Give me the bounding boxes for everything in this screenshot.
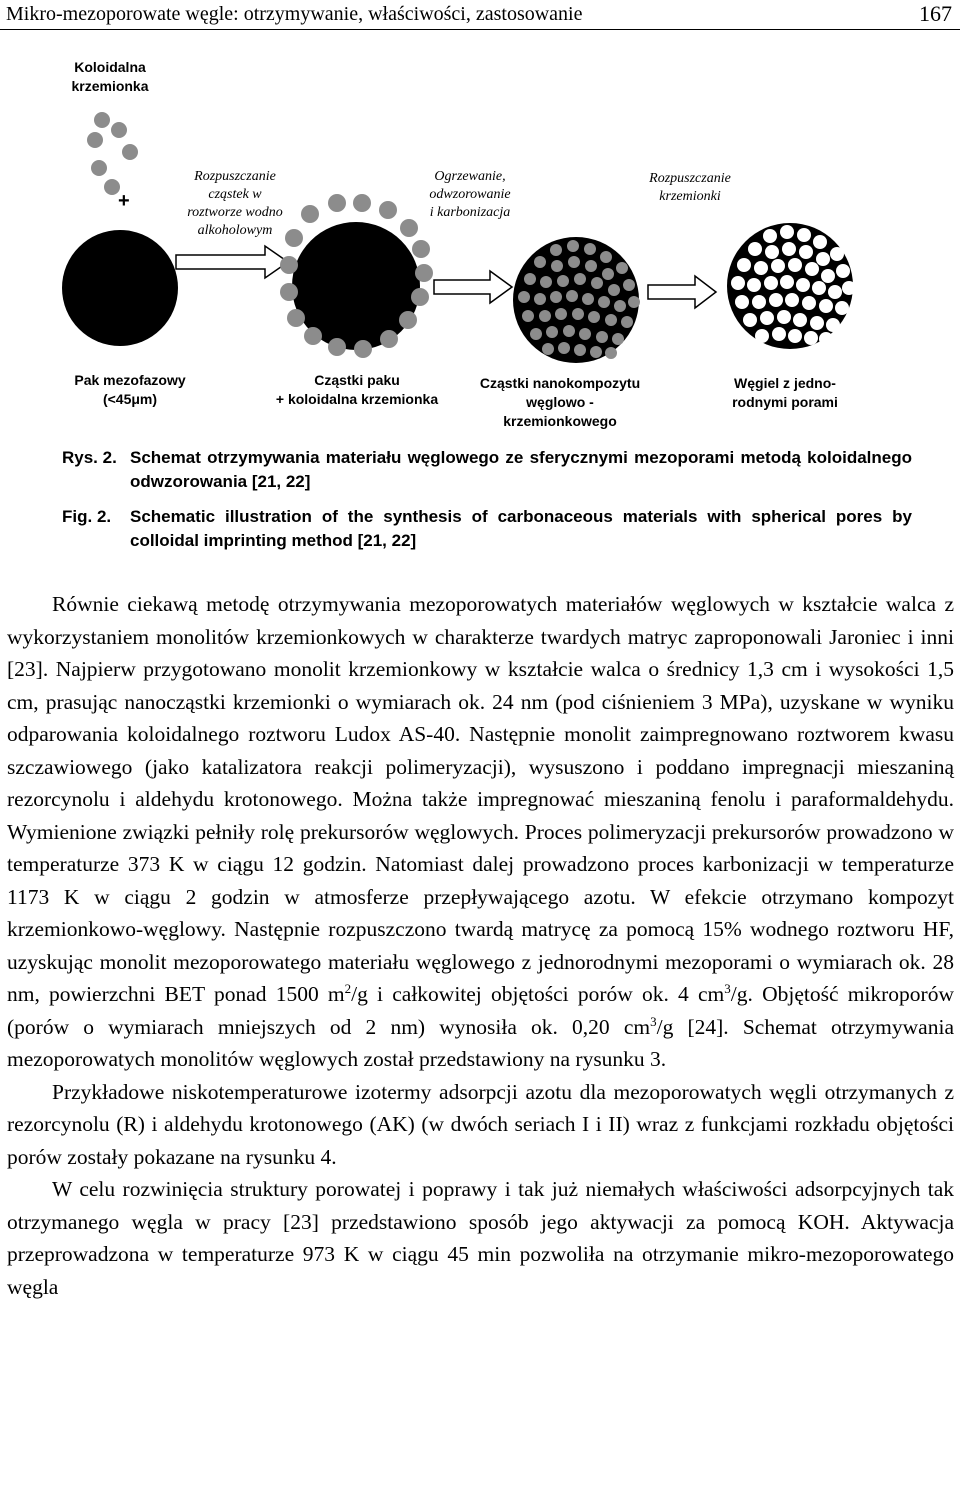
caption-text-pl: Schemat otrzymywania materiału węglowego ze sferycznymi mezoporami metodą koloidalnego odwzorowania [21, 22] (130, 448, 912, 491)
paragraph-text: /g. Objętość mikroporów (porów o wymiarach mniejszych od 2 nm) wynosiła ok. 0,20 cm (7, 982, 954, 1039)
superscript: 3 (650, 1013, 657, 1029)
step-label-line: odwzorowanie (429, 187, 511, 202)
porous-carbon-particle (727, 223, 856, 349)
stage-label-pitch (50, 371, 210, 409)
paragraph: W celu rozwinięcia struktury porowatej i poprawy i tak już niemałych właściwości adsorpcyjnych tak otrzymanego węgla w pracy [23] przedstawiono sposób jego aktywacji za pomocą KOH. Aktywacja przeprowadzona w temperaturze 973 K w ciągu 45 min pozwoliła na otrzymanie mikro-mezoporowatego węgla (7, 1177, 954, 1299)
mesophase-pitch-particle (62, 230, 178, 346)
stage-label-line: (<45μm) (102, 391, 158, 407)
carbon-silica-nanocomposite (513, 237, 640, 363)
paragraph-text: /g i całkowitej objętości porów ok. 4 cm (351, 982, 725, 1006)
plus-sign: + (118, 190, 130, 212)
stage-label-pitch-silica (252, 371, 462, 409)
body-text (7, 588, 954, 1303)
step-arrow-1 (176, 246, 288, 278)
stage-label-line: Pak mezofazowy (74, 372, 186, 388)
caption-label-pl: Rys. 2. (62, 448, 117, 467)
superscript: 2 (344, 980, 352, 996)
paragraph (7, 588, 954, 1076)
stage-label-line: Cząstki nanokompozytu (479, 375, 641, 391)
silica-label-line: Koloidalna (74, 59, 146, 75)
stage-label-line: Cząstki paku (314, 372, 400, 388)
colloidal-silica-particles (87, 112, 138, 195)
step-label-line: Rozpuszczanie (194, 169, 276, 184)
stage-label-line: Węgiel z jedno- (734, 375, 836, 391)
step-arrow-2 (434, 271, 512, 303)
step-label-heating (400, 168, 540, 222)
stage-label-line: rodnymi porami (732, 394, 838, 410)
colloidal-silica-label (50, 58, 170, 96)
step-label-line: i karbonizacja (429, 205, 511, 220)
step-label-line: cząstek w (208, 187, 262, 202)
step-label-silica-removal (620, 170, 760, 206)
caption-label-en: Fig. 2. (62, 507, 112, 526)
caption-text-en: Schematic illustration of the synthesis of carbonaceous materials with spherical pores by colloidal imprinting method [21, 22] (130, 507, 912, 550)
step-label-line: alkoholowym (197, 223, 273, 238)
step-label-line: Ogrzewanie, (434, 169, 506, 184)
step-arrow-3 (648, 276, 716, 308)
step-label-dissolution (165, 168, 305, 240)
step-label-line: roztworze wodno (187, 205, 283, 220)
step-label-line: krzemionki (659, 189, 721, 204)
stage-label-line: + koloidalna krzemionka (275, 391, 439, 407)
figure-caption-en (62, 505, 912, 553)
paragraph-text: Równie ciekawą metodę otrzymywania mezoporowatych materiałów węglowych w kształcie walca z wykorzystaniem monolitów krzemionkowych w charakterze twardych matryc zaproponowali Jaroniec i inni [23]. Najpierw przygotowano monolit krzemionkowy w kształcie walca o średnicy 1,3 cm i wysokości 1,5 cm, prasując nanocząstki krzemionki o wymiarach ok. 24 nm (pod ciśnieniem 3 MPa), uzyskane w wyniku odparowania koloidalnego roztworu Ludox AS-40. Następnie monolit zaimpregnowano roztworem kwasu szczawiowego (jako katalizatora reakcji polimeryzacji), wysuszono i poddano impregnacji mieszaniną rezorcynolu i aldehydu krotonowego. Można także impregnować mieszaniną fenolu i paraformaldehydu. Wymienione związki pełniły rolę prekursorów węglowych. Proces polimeryzacji prekursorów prowadzono w temperaturze 373 K w ciągu 12 godzin. Natomiast dalej prowadzono proces karbonizacji w temperaturze 1173 K w ciągu 2 godzin w atmosferze przepływającego azotu. W efekcie otrzymano kompozyt krzemionkowo-węglowy. Następnie rozpuszczono twardą matrycę za pomocą 15% wodnego roztworu HF, uzyskując monolit mezoporowatego materiału węglowego z jednorodnymi mezoporami o wymiarach ok. 28 nm, powierzchni BET ponad 1500 m (7, 592, 954, 1006)
stage-label-porous-carbon (700, 374, 870, 412)
paragraph-text: /g [24]. Schemat otrzymywania mezoporowatych monolitów węglowych został przedstawiony na rysunku 3. (7, 1014, 954, 1071)
figure-caption-pl (62, 446, 912, 494)
stage-label-line: węglowo - (526, 394, 594, 410)
running-header-title: Mikro-mezoporowate węgle: otrzymywanie, właściwości, zastosowanie (6, 3, 583, 25)
paragraph: Przykładowe niskotemperaturowe izotermy adsorpcji azotu dla mezoporowatych węgli otrzymanych z rezorcynolu (R) i aldehydu krotonowego (AK) (w dwóch seriach I i II) wraz z funkcjami rozkładu objętości porów zostały pokazane na rysunku 4. (7, 1079, 954, 1169)
page-number: 167 (919, 1, 952, 26)
step-label-line: Rozpuszczanie (649, 171, 731, 186)
stage-label-line: krzemionkowego (503, 413, 617, 429)
superscript: 3 (724, 980, 731, 996)
silica-label-line: krzemionka (71, 78, 149, 94)
stage-label-nanocomposite (460, 374, 660, 431)
